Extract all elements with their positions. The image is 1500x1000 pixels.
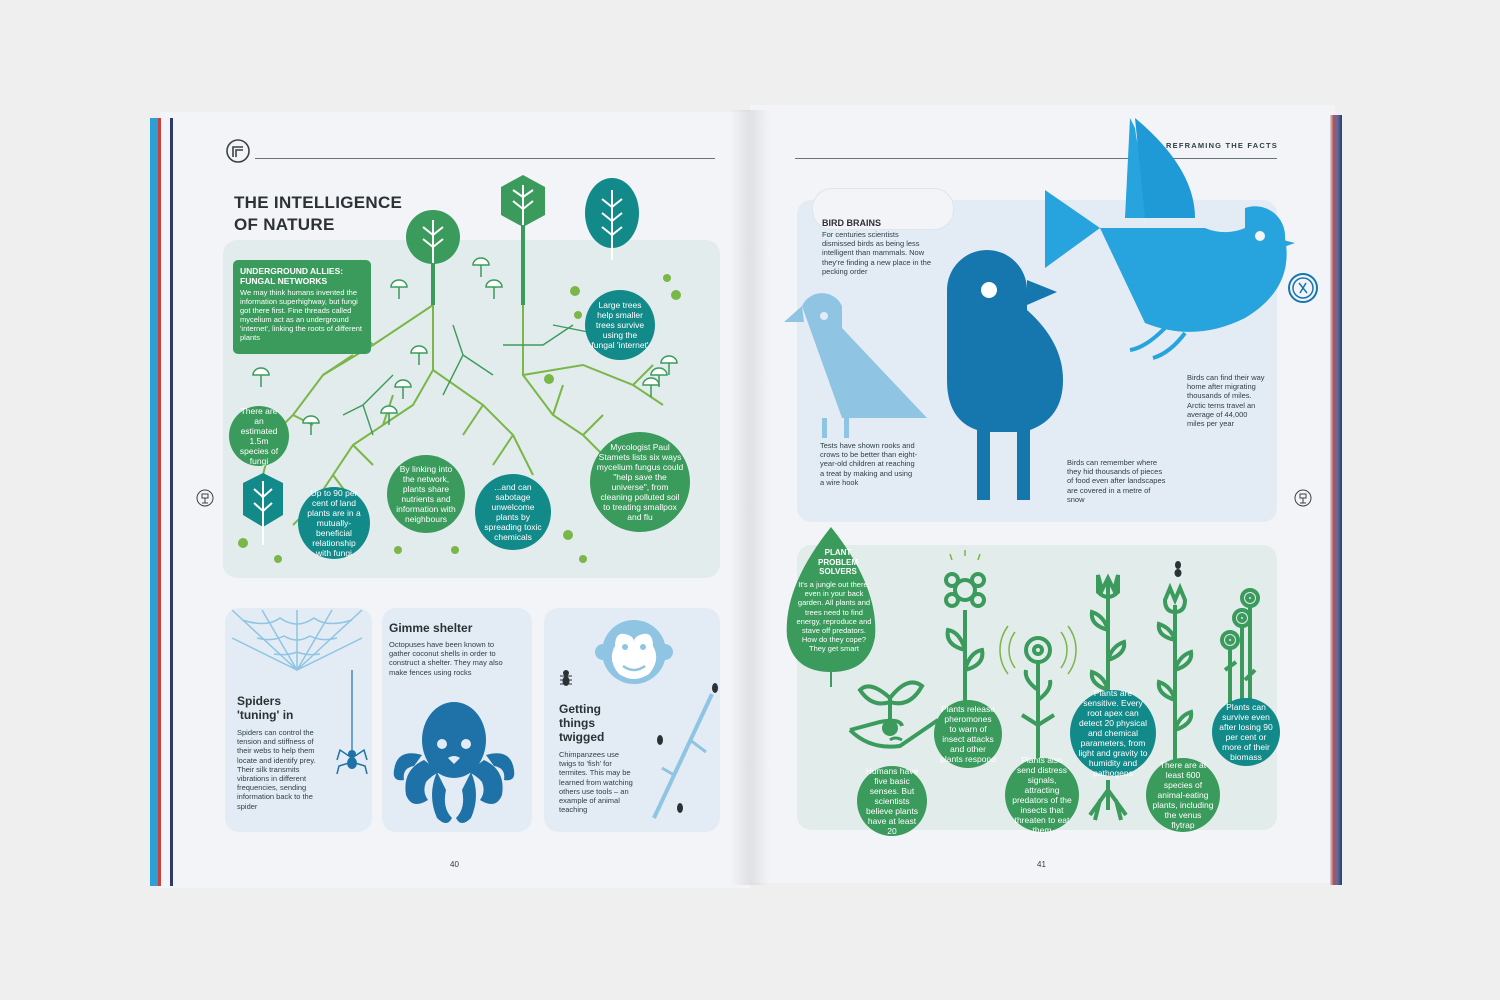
magazine-logo-icon xyxy=(225,138,251,164)
fungal-intro-box xyxy=(233,260,371,354)
fact-large-trees: Large trees help smaller trees survive using the fungal 'internet' xyxy=(585,290,655,360)
plant-fact-root-apex: Plants are sensitive. Every root apex can detect 20 physical and chemical parameters, from light and gravity to humidity and pathogens xyxy=(1070,690,1156,776)
small-bird-icon xyxy=(782,288,930,436)
page-title-line1: THE INTELLIGENCE xyxy=(234,193,403,212)
fungal-intro-text: We may think humans invented the information superhighway, but fungi got there first. Fine threads called mycelium act as an underground 'internet', linking the roots of different plants xyxy=(240,288,362,342)
left-header-rule xyxy=(255,158,715,159)
plant-fact-biomass: Plants can survive even after losing 90 per cent or more of their biomass xyxy=(1212,698,1280,766)
section-label: REFRAMING THE FACTS xyxy=(1166,141,1278,150)
plant-heading: PLANT PROBLEM SOLVERS xyxy=(818,548,858,576)
twig-icon xyxy=(640,680,722,825)
plant-fact-carnivorous: There are at least 600 species of animal-eating plants, including the venus flytrap xyxy=(1146,758,1220,832)
octopus-heading: Gimme shelter xyxy=(389,621,473,635)
fact-land-plants: Up to 90 per cent of land plants are in a mutually-beneficial relationship with fungi xyxy=(298,487,370,559)
bird-brains-intro: For centuries scientists dismissed birds as being less intelligent than mammals. Now they're finding a new place in the pecking order xyxy=(822,230,932,276)
fungal-heading: UNDERGROUND ALLIES: FUNGAL NETWORKS xyxy=(240,266,344,286)
right-margin-icon xyxy=(1294,488,1312,508)
spine-shadow xyxy=(730,110,770,885)
chimp-heading: Getting things twigged xyxy=(559,702,605,744)
bird-brains-heading: BIRD BRAINS xyxy=(822,218,882,228)
bird-fact-food: Birds can remember where they hid thousands of pieces of food even after landscapes are covered in a metre of snow xyxy=(1067,458,1166,504)
left-margin-icon xyxy=(196,488,214,508)
right-page-edge xyxy=(1330,115,1342,885)
spiders-heading: Spiders 'tuning' in xyxy=(237,694,294,722)
left-page-edge-blue xyxy=(150,118,158,886)
page-title-line2: OF NATURE xyxy=(234,215,335,234)
spider-web-icon xyxy=(232,608,362,678)
fact-sabotage: ...and can sabotage unwelcome plants by spreading toxic chemicals xyxy=(475,474,551,550)
fact-fungi-species: There are an estimated 1.5m species of fungi xyxy=(229,406,289,466)
bird-fact-rooks: Tests have shown rooks and crows to be better than eight-year-old children at reaching a treat by making and using a wire hook xyxy=(820,441,918,487)
octopus-text: Octopuses have been known to gather coconut shells in order to construct a shelter. They may also make fences using rocks xyxy=(389,640,503,677)
spiders-text: Spiders can control the tension and stiffness of their webs to help them locate and identify prey. Their silk transmits vibrations in different frequencies, sending information back to the spider xyxy=(237,728,316,811)
chimp-text: Chimpanzees use twigs to 'fish' for termites. This may be learned from watching others use tools – an example of animal teaching xyxy=(559,750,633,815)
plant-fact-pheromones: Plants release pheromones to warn of insect attacks and other plants respond xyxy=(934,700,1002,768)
fact-paul-stamets: Mycologist Paul Stamets lists six ways mycelium fungus could "help save the universe", from cleaning polluted soil to treating smallpox and flu xyxy=(590,432,690,532)
flying-bird-icon xyxy=(1045,118,1315,368)
left-page-edge-navy xyxy=(170,118,173,886)
page-number-left: 40 xyxy=(450,860,459,869)
page-number-right: 41 xyxy=(1037,860,1046,869)
fact-plants-share: By linking into the network, plants share nutrients and information with neighbours xyxy=(387,455,465,533)
octopus-icon xyxy=(392,700,516,830)
spider-icon xyxy=(335,670,369,780)
bird-fact-migration: Birds can find their way home after migrating thousands of miles. Arctic terns travel an average of 44,000 miles per year xyxy=(1187,373,1265,429)
termite-icon xyxy=(558,668,574,688)
left-page-edge-red xyxy=(158,118,161,886)
plant-fact-distress: Plants also send distress signals, attracting predators of the insects that threaten to eat them xyxy=(1005,758,1079,832)
plant-intro: It's a jungle out there, even in your back garden. All plants and trees need to find energy, reproduce and stave off predators. How do they cope? They get smart xyxy=(796,580,872,654)
plant-fact-senses: Humans have five basic senses. But scientists believe plants have at least 20 xyxy=(857,766,927,836)
